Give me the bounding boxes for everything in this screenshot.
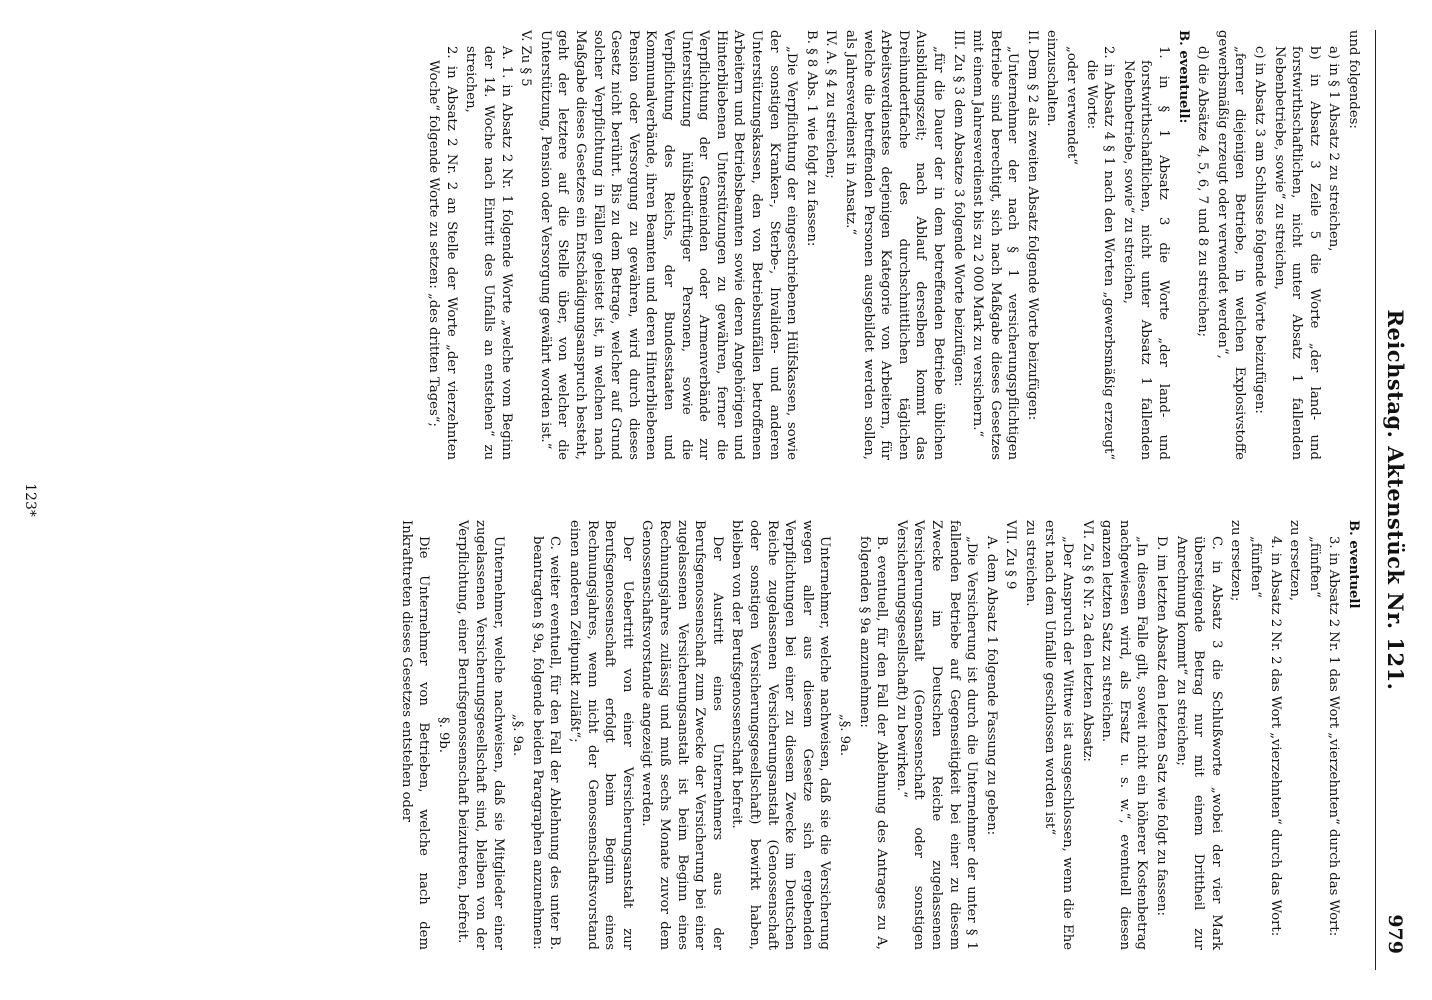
paragraph: d) die Absätze 4, 5, 6, 7 und 8 zu streichen; <box>1195 46 1211 338</box>
paragraph: „fünften“ <box>1306 536 1322 598</box>
paragraph: C. in Absatz 3 die Schlußworte „wobei der vier Mark übersteigende Betrag nur mit einem Drittheil zur Anrechnung kommt“ zu streichen; <box>1173 536 1224 950</box>
paragraph: V. Zu § 5 <box>518 30 534 87</box>
paragraph: „§. 9a. <box>836 713 852 757</box>
paragraph: Der Uebertritt von einer Versicherungsanstalt zur Berufsgenossenschaft erfolgt beim Beginn eines Rechnungsjahres, wenn nicht der Genossenschaftsvorstand einen anderen Zeitpunkt zuläßt“; <box>567 520 635 950</box>
page-header <box>1374 40 1414 960</box>
paragraph: „ferner diejenigen Betriebe, in welchen Explosivstoffe gewerbsmäßig erzeugt oder verwendet werden“, <box>1214 30 1248 460</box>
paragraph: A. dem Absatz 1 folgende Fassung zu geben: <box>983 536 999 836</box>
paragraph: IV. A. § 4 zu streichen; <box>823 30 839 179</box>
paragraph: B. eventuell, für den Fall der Ablehnung des Antrages zu A, folgenden § 9a anzunehmen: <box>856 536 890 950</box>
header-page-number: 979 <box>1384 914 1406 954</box>
paragraph: VI. Zu § 6 Nr. 2a den letzten Absatz: <box>1079 520 1095 762</box>
right-column <box>395 520 1362 950</box>
left-column <box>423 30 1362 460</box>
header-title: Reichstag. Aktenstück Nr. 121. <box>1383 309 1408 691</box>
paragraph: 1. in § 1 Absatz 3 die Worte „der land- und forstwirthschaftlichen, nicht unter Absatz 1 fallenden Nebenbetriebe, sowie“ zu streichen, <box>1120 46 1172 460</box>
paragraph: II. Dem § 2 als zweiten Absatz folgende Worte beizufügen: <box>1024 30 1040 421</box>
digitization-sidebar <box>0 0 14 1000</box>
paragraph: 2. in Absatz 4 § 1 nach den Worten „gewerbsmäßig erzeugt“ die Worte: <box>1083 46 1117 460</box>
paragraph: Der Austritt eines Unternehmers aus der Berufsgenossenschaft zum Zwecke der Versicherung bei einer zugelassenen Versicherungsanstalt ist beim Beginn eines Rechnungsjahres zulässig und muß sechs Monate zuvor dem Genossenschaftsvorstande angezeigt werden. <box>639 520 725 950</box>
paragraph: „Die Versicherung ist durch die Unternehmer der unter § 1 fallenden Betriebe auf Gegenseitigkeit bei einer zu diesem Zwecke im Deutschen Reiche zugelassenen Versicherungsanstalt (Genossenschaft oder sonstigen Versicherungsgesellschaft) zu bewirken.“ <box>893 520 980 950</box>
paragraph: c) in Absatz 3 am Schlusse folgende Worte beizufügen: <box>1252 46 1268 414</box>
paragraph: A. 1. in Absatz 2 Nr. 1 folgende Worte „welche vom Beginn der 14. Woche nach Eintritt des Unfalls an entstehen“ zu streichen, <box>463 46 514 460</box>
paragraph: „Unternehmer der nach § 1 versicherungspflichtigen Betriebe sind berechtigt, sich nach Maßgabe dieses Gesetzes mit einem Jahresverdienst bis zu 2 000 Mark zu versichern.“ <box>970 30 1021 460</box>
paragraph: 4. in Absatz 2 Nr. 2 das Wort „vierzehnten“ durch das Wort: <box>1267 536 1283 937</box>
paragraph: Die Unternehmer von Betrieben, welche nach dem Inkrafttreten dieses Gesetzes entstehen oder <box>398 520 432 950</box>
paragraph: „für die Dauer der in dem betreffenden Betriebe üblichen Ausbildungszeit; nach Ablauf derselben kommt das Dreihundertfache des durchschnittlichen täglichen Arbeitsverdienstes derjenigen Kategorie von Arbeitern, für welche die betreffenden Personen ausgebildet werden sollen, als Jahresverdienst in Ansatz.“ <box>842 30 946 460</box>
paragraph: einzuschalten. <box>1044 30 1060 127</box>
paragraph: b) in Absatz 3 Zeile 5 die Worte „der land- und forstwirthschaftlichen, nicht unter Absatz 1 fallenden Nebenbetriebe, sowie“ zu streichen, <box>1271 46 1322 460</box>
paragraph: 2. in Absatz 2 Nr. 2 an Stelle der Worte „der vierzehnten Woche“ folgende Worte zu setzen: „des dritten Tages“; <box>426 46 459 460</box>
paragraph: a) in § 1 Absatz 2 zu streichen, <box>1326 46 1342 252</box>
paragraph: Unternehmer, welche nachweisen, daß sie Mitglieder einer zugelassenen Versicherungsgesellschaft sind, bleiben von der Verpflichtung, einer Berufsgenossenschaft beizutreten, befreit. <box>455 520 506 950</box>
paragraph: „fünften“ <box>1248 536 1264 598</box>
paragraph: „Die Verpflichtung der eingeschriebenen Hülfskassen, sowie der sonstigen Kranken-, Sterbe-, Invaliden- und anderen Unterstützungskassen, den von Betriebsunfällen betroffenen Arbeitern und Betriebsbeamten sowie deren Angehörigen und Hinterbliebenen Unterstützungen zu gewähren, ferner die Verpflichtung der Gemeinden oder Armenverbände zur Unterstützung hülfsbedürftiger Personen, sowie die Verpflichtung des Reichs, der Bundesstaaten und Kommunalverbände, ihren Beamten und deren Hinterbliebenen Pension oder Versorgung zu gewähren, wird durch dieses Gesetz nicht berührt. Bis zu dem Betrage, welcher auf Grund solcher Verpflichtung in Fällen geleistet ist, in welchen nach Maßgabe dieses Gesetzes ein Entschädigungsanspruch besteht, geht der letztere auf die Stelle über, von welcher die Unterstützung, Pension oder Versorgung gewährt worden ist.“ <box>537 30 800 460</box>
paragraph: „oder verwendet“ <box>1064 46 1080 165</box>
paragraph: zu streichen. <box>1022 520 1038 607</box>
paragraph: III. Zu § 3 dem Absatze 3 folgende Worte beizufügen: <box>950 30 966 387</box>
paragraph: „Der Anspruch der Wittwe ist ausgeschlossen, wenn die Ehe erst nach dem Unfalle geschlossen worden ist“ <box>1042 520 1076 950</box>
paragraph: B. eventuell <box>1346 520 1361 609</box>
paragraph: §. 9b. <box>435 716 451 753</box>
paragraph: Unternehmer, welche nachweisen, daß sie die Versicherung wegen aller aus diesem Gesetze sich ergebenden Verpflichtungen bei einer zu diesem Zwecke im Deutschen Reiche zugelassenen Versicherungsanstalt (Genossenschaft oder sonstigen Versicherungsgesellschaft) bewirkt haben, bleiben von der Berufsgenossenschaft befreit. <box>729 520 833 950</box>
paragraph: zu ersetzen; <box>1228 520 1244 602</box>
paragraph: 3. in Absatz 2 Nr. 1 das Wort „vierzehnten“ durch das Wort: <box>1326 536 1342 937</box>
paragraph: B. eventuell: <box>1175 30 1191 124</box>
paragraph: „§. 9a. <box>510 713 526 757</box>
footer-page-mark: 123* <box>22 483 38 517</box>
paragraph: B. § 8 Abs. 1 wie folgt zu fassen: <box>803 30 819 247</box>
header-rule <box>1375 30 1376 970</box>
paragraph: VII. Zu § 9 <box>1003 520 1019 590</box>
paragraph: zu ersetzen, <box>1287 520 1303 602</box>
paragraph: „In diesem Falle gilt, soweit nicht ein höherer Kostenbetrag nachgewiesen wird, als Ersatz u. s. w.“, eventuell diesen ganzen letzten Satz zu streichen. <box>1099 520 1150 950</box>
paragraph: D. im letzten Absatz den letzten Satz wie folgt zu fassen: <box>1154 536 1170 916</box>
paragraph: C. weiter eventuell, für den Fall der Ablehnung des unter B. beantragten § 9a, folgende beiden Paragraphen anzunehmen: <box>529 536 563 950</box>
paragraph: und folgendes: <box>1346 30 1361 129</box>
